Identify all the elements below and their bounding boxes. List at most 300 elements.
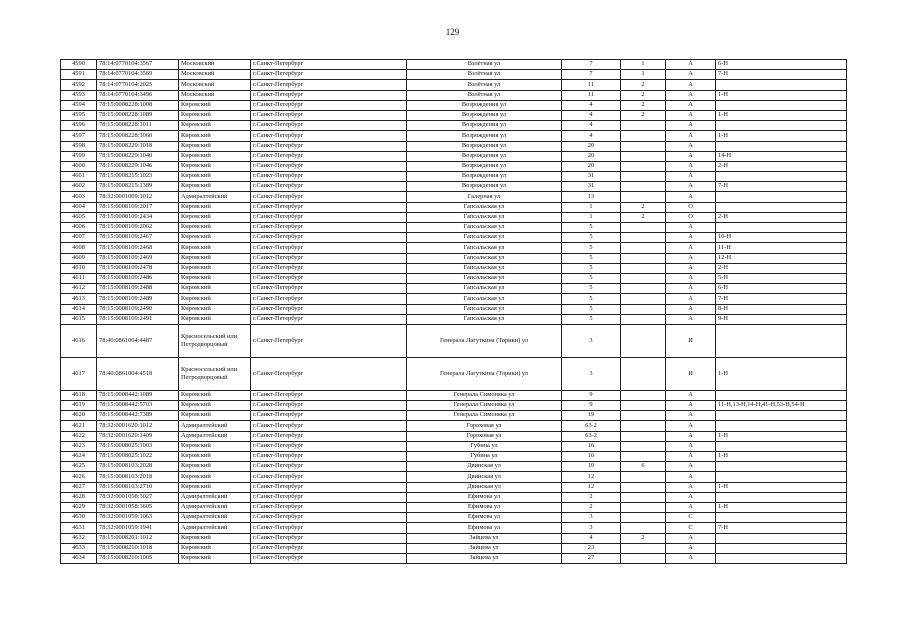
row-number-cell: 4628 [61,492,97,502]
row-number-cell: 4620 [61,411,97,421]
premises-number-cell [716,172,847,182]
cadastral-number-cell: 78:15:0008228:1011 [97,121,179,131]
street-cell: Губина ул [407,452,562,462]
building-number-cell: 2 [621,110,666,120]
cadastral-number-cell: 78:32:0001620:1012 [97,421,179,431]
table-row [61,100,847,110]
row-number-cell: 4627 [61,482,97,492]
table-row [61,131,847,141]
table-row [61,284,847,294]
city-cell: г.Санкт-Петербург [251,284,407,294]
cadastral-number-cell: 78:15:0008210:1005 [97,553,179,563]
building-number-cell [621,263,666,273]
house-number-cell: 5 [562,243,621,253]
table-row [61,452,847,462]
district-cell: Кировский [179,472,251,482]
house-number-cell: 5 [562,314,621,324]
letter-cell: С [666,523,716,533]
house-number-cell: 31 [562,172,621,182]
cadastral-number-cell: 78:15:0008103:2710 [97,482,179,492]
premises-number-cell [716,421,847,431]
district-cell: Кировский [179,462,251,472]
district-cell: Кировский [179,141,251,151]
row-number-cell: 4592 [61,80,97,90]
building-number-cell [621,452,666,462]
letter-cell: А [666,223,716,233]
building-number-cell [621,543,666,553]
district-cell: Кировский [179,411,251,421]
letter-cell: А [666,492,716,502]
letter-cell: А [666,304,716,314]
table-row [61,472,847,482]
city-cell: г.Санкт-Петербург [251,192,407,202]
cadastral-number-cell: 78:15:0008229:1040 [97,151,179,161]
letter-cell: А [666,192,716,202]
cadastral-number-cell: 78:15:0008442:7389 [97,411,179,421]
district-cell: Адмиралтейский [179,523,251,533]
street-cell: Возрождения ул [407,100,562,110]
letter-cell: С [666,513,716,523]
cadastral-number-cell: 78:15:0008442:5703 [97,401,179,411]
premises-number-cell [716,100,847,110]
city-cell: г.Санкт-Петербург [251,100,407,110]
district-cell: Кировский [179,273,251,283]
city-cell: г.Санкт-Петербург [251,543,407,553]
row-number-cell: 4610 [61,263,97,273]
district-cell: Кировский [179,161,251,171]
row-number-cell: 4618 [61,390,97,400]
house-number-cell: 9 [562,401,621,411]
table-row [61,151,847,161]
registry-body [61,60,847,564]
premises-number-cell: 1-Н [716,431,847,441]
letter-cell: А [666,294,716,304]
premises-number-cell: 1-Н [716,452,847,462]
building-number-cell [621,121,666,131]
city-cell: г.Санкт-Петербург [251,390,407,400]
district-cell: Кировский [179,172,251,182]
cadastral-number-cell: 78:32:0001620:1409 [97,431,179,441]
district-cell: Московский [179,90,251,100]
city-cell: г.Санкт-Петербург [251,452,407,462]
letter-cell: А [666,390,716,400]
table-row [61,192,847,202]
district-cell: Кировский [179,110,251,120]
house-number-cell: 19 [562,411,621,421]
premises-number-cell: 1-Н [716,90,847,100]
house-number-cell: 31 [562,182,621,192]
cadastral-number-cell: 78:32:0001009:1012 [97,192,179,202]
district-cell: Кировский [179,401,251,411]
row-number-cell: 4607 [61,233,97,243]
premises-number-cell: 11-Н [716,243,847,253]
premises-number-cell [716,141,847,151]
row-number-cell: 4630 [61,513,97,523]
table-row [61,263,847,273]
building-number-cell [621,523,666,533]
cadastral-number-cell: 78:15:0008229:1046 [97,161,179,171]
premises-number-cell [716,202,847,212]
cadastral-number-cell: 78:15:0008025:1022 [97,452,179,462]
premises-number-cell: 11-Н,13-Н,14-Н,41-Н,53-Н,54-Н [716,401,847,411]
premises-number-cell [716,324,847,357]
district-cell: Красносельский или Петродворцовый [179,324,251,357]
row-number-cell: 4619 [61,401,97,411]
street-cell: Ефимова ул [407,492,562,502]
city-cell: г.Санкт-Петербург [251,472,407,482]
cadastral-number-cell: 78:15:0008229:1018 [97,141,179,151]
premises-number-cell: 2-Н [716,212,847,222]
letter-cell: А [666,100,716,110]
house-number-cell: 3 [562,513,621,523]
cadastral-number-cell: 78:32:0001059:1941 [97,523,179,533]
premises-number-cell [716,553,847,563]
street-cell: Возрождения ул [407,182,562,192]
city-cell: г.Санкт-Петербург [251,411,407,421]
building-number-cell [621,482,666,492]
house-number-cell: 5 [562,284,621,294]
house-number-cell: 4 [562,110,621,120]
row-number-cell: 4616 [61,324,97,357]
cadastral-number-cell: 78:15:0008109:2434 [97,212,179,222]
district-cell: Кировский [179,304,251,314]
house-number-cell: 5 [562,294,621,304]
street-cell: Гапсальская ул [407,304,562,314]
letter-cell: А [666,172,716,182]
letter-cell: А [666,411,716,421]
house-number-cell: 63-2 [562,421,621,431]
property-registry-table [60,59,847,564]
cadastral-number-cell: 78:32:0001058:3605 [97,502,179,512]
cadastral-number-cell: 78:15:0008210:1018 [97,543,179,553]
table-row [61,533,847,543]
letter-cell: А [666,502,716,512]
letter-cell: А [666,151,716,161]
street-cell: Ефимова ул [407,513,562,523]
cadastral-number-cell: 78:40:0861004:4487 [97,324,179,357]
house-number-cell: 4 [562,121,621,131]
street-cell: Гороховая ул [407,431,562,441]
street-cell: Возрождения ул [407,141,562,151]
street-cell: Возрождения ул [407,110,562,120]
district-cell: Адмиралтейский [179,192,251,202]
house-number-cell: 1 [562,212,621,222]
table-row [61,121,847,131]
row-number-cell: 4611 [61,273,97,283]
premises-number-cell [716,80,847,90]
building-number-cell: 2 [621,90,666,100]
premises-number-cell [716,543,847,553]
building-number-cell [621,502,666,512]
letter-cell: А [666,543,716,553]
row-number-cell: 4617 [61,357,97,390]
building-number-cell [621,151,666,161]
row-number-cell: 4609 [61,253,97,263]
street-cell: Генерала Симоняка ул [407,401,562,411]
house-number-cell: 5 [562,233,621,243]
cadastral-number-cell: 78:15:0008442:1089 [97,390,179,400]
building-number-cell: 6 [621,462,666,472]
city-cell: г.Санкт-Петербург [251,482,407,492]
cadastral-number-cell: 78:40:0861004:4518 [97,357,179,390]
district-cell: Кировский [179,441,251,451]
premises-number-cell: 6-Н [716,60,847,70]
premises-number-cell [716,492,847,502]
premises-number-cell [716,472,847,482]
street-cell: Двинская ул [407,472,562,482]
cadastral-number-cell: 78:15:0008109:2469 [97,253,179,263]
house-number-cell: 10 [562,462,621,472]
premises-number-cell [716,441,847,451]
city-cell: г.Санкт-Петербург [251,357,407,390]
house-number-cell: 16 [562,441,621,451]
cadastral-number-cell: 78:15:0008215:1023 [97,172,179,182]
street-cell: Возрождения ул [407,151,562,161]
row-number-cell: 4591 [61,70,97,80]
district-cell: Кировский [179,294,251,304]
house-number-cell: 11 [562,90,621,100]
street-cell: Зайцева ул [407,533,562,543]
premises-number-cell: 1-Н [716,131,847,141]
cadastral-number-cell: 78:15:0008228:1060 [97,131,179,141]
cadastral-number-cell: 78:15:0008109:2017 [97,202,179,212]
premises-number-cell: 5-Н [716,273,847,283]
street-cell: Возрождения ул [407,131,562,141]
cadastral-number-cell: 78:15:0008201:1012 [97,533,179,543]
district-cell: Кировский [179,543,251,553]
house-number-cell: 20 [562,151,621,161]
city-cell: г.Санкт-Петербург [251,110,407,120]
premises-number-cell: 6-Н [716,284,847,294]
city-cell: г.Санкт-Петербург [251,131,407,141]
house-number-cell: 7 [562,70,621,80]
street-cell: Гапсальская ул [407,284,562,294]
street-cell: Ефимова ул [407,523,562,533]
district-cell: Кировский [179,253,251,263]
building-number-cell: 2 [621,80,666,90]
building-number-cell [621,233,666,243]
table-row [61,482,847,492]
table-row [61,80,847,90]
house-number-cell: 2 [562,502,621,512]
building-number-cell: 2 [621,533,666,543]
table-row [61,141,847,151]
cadastral-number-cell: 78:15:0008228:1008 [97,100,179,110]
city-cell: г.Санкт-Петербург [251,263,407,273]
cadastral-number-cell: 78:14:0770104:3569 [97,70,179,80]
city-cell: г.Санкт-Петербург [251,182,407,192]
street-cell: Гапсальская ул [407,233,562,243]
street-cell: Гапсальская ул [407,223,562,233]
house-number-cell: 27 [562,553,621,563]
house-number-cell: 4 [562,100,621,110]
table-row [61,161,847,171]
table-row [61,390,847,400]
district-cell: Красносельский или Петродворцовый [179,357,251,390]
row-number-cell: 4629 [61,502,97,512]
city-cell: г.Санкт-Петербург [251,314,407,324]
row-number-cell: 4600 [61,161,97,171]
city-cell: г.Санкт-Петербург [251,294,407,304]
street-cell: Зайцева ул [407,543,562,553]
building-number-cell: 2 [621,212,666,222]
letter-cell: А [666,273,716,283]
building-number-cell [621,182,666,192]
row-number-cell: 4594 [61,100,97,110]
building-number-cell [621,553,666,563]
street-cell: Галерная ул [407,192,562,202]
premises-number-cell: 9-Н [716,314,847,324]
cadastral-number-cell: 78:15:0008109:2062 [97,223,179,233]
building-number-cell: 1 [621,70,666,80]
building-number-cell [621,223,666,233]
table-row [61,233,847,243]
letter-cell: А [666,80,716,90]
cadastral-number-cell: 78:15:0008109:2490 [97,304,179,314]
premises-number-cell [716,192,847,202]
city-cell: г.Санкт-Петербург [251,273,407,283]
district-cell: Кировский [179,182,251,192]
premises-number-cell: 1-Н [716,110,847,120]
row-number-cell: 4621 [61,421,97,431]
house-number-cell: 20 [562,161,621,171]
letter-cell: О [666,212,716,222]
building-number-cell: 2 [621,100,666,110]
street-cell: Взлётная ул [407,80,562,90]
building-number-cell [621,314,666,324]
city-cell: г.Санкт-Петербург [251,151,407,161]
house-number-cell: 5 [562,304,621,314]
district-cell: Московский [179,80,251,90]
cadastral-number-cell: 78:32:0001059:1063 [97,513,179,523]
table-row [61,357,847,390]
letter-cell: А [666,70,716,80]
district-cell: Кировский [179,243,251,253]
city-cell: г.Санкт-Петербург [251,431,407,441]
premises-number-cell [716,533,847,543]
letter-cell: А [666,60,716,70]
city-cell: г.Санкт-Петербург [251,492,407,502]
district-cell: Кировский [179,121,251,131]
street-cell: Гороховая ул [407,421,562,431]
row-number-cell: 4625 [61,462,97,472]
city-cell: г.Санкт-Петербург [251,121,407,131]
building-number-cell [621,390,666,400]
table-row [61,553,847,563]
district-cell: Кировский [179,151,251,161]
city-cell: г.Санкт-Петербург [251,304,407,314]
row-number-cell: 4606 [61,223,97,233]
row-number-cell: 4590 [61,60,97,70]
house-number-cell: 5 [562,223,621,233]
table-row [61,202,847,212]
table-row [61,253,847,263]
building-number-cell [621,273,666,283]
city-cell: г.Санкт-Петербург [251,223,407,233]
building-number-cell [621,492,666,502]
house-number-cell: 5 [562,253,621,263]
letter-cell: А [666,121,716,131]
premises-number-cell: 7-Н [716,182,847,192]
city-cell: г.Санкт-Петербург [251,243,407,253]
house-number-cell: 5 [562,273,621,283]
house-number-cell: 13 [562,192,621,202]
district-cell: Кировский [179,233,251,243]
letter-cell: А [666,314,716,324]
building-number-cell [621,284,666,294]
city-cell: г.Санкт-Петербург [251,141,407,151]
building-number-cell [621,401,666,411]
letter-cell: А [666,284,716,294]
house-number-cell: 1 [562,202,621,212]
row-number-cell: 4597 [61,131,97,141]
row-number-cell: 4595 [61,110,97,120]
row-number-cell: 4608 [61,243,97,253]
district-cell: Кировский [179,131,251,141]
street-cell: Ефимова ул [407,502,562,512]
street-cell: Генерала Симоняка ул [407,411,562,421]
premises-number-cell: 12-Н [716,253,847,263]
letter-cell: А [666,401,716,411]
city-cell: г.Санкт-Петербург [251,70,407,80]
premises-number-cell [716,462,847,472]
table-row [61,273,847,283]
cadastral-number-cell: 78:15:0008109:2467 [97,233,179,243]
table-row [61,172,847,182]
city-cell: г.Санкт-Петербург [251,253,407,263]
street-cell: Взлётная ул [407,90,562,100]
house-number-cell: 12 [562,482,621,492]
row-number-cell: 4614 [61,304,97,314]
premises-number-cell: 1-Н [716,502,847,512]
cadastral-number-cell: 78:14:0770104:3567 [97,60,179,70]
letter-cell: А [666,462,716,472]
row-number-cell: 4634 [61,553,97,563]
table-row [61,502,847,512]
city-cell: г.Санкт-Петербург [251,533,407,543]
district-cell: Московский [179,60,251,70]
district-cell: Кировский [179,100,251,110]
house-number-cell: 11 [562,80,621,90]
cadastral-number-cell: 78:14:0770104:2025 [97,80,179,90]
row-number-cell: 4601 [61,172,97,182]
street-cell: Возрождения ул [407,172,562,182]
letter-cell: И [666,357,716,390]
district-cell: Кировский [179,314,251,324]
street-cell: Гапсальская ул [407,294,562,304]
premises-number-cell: 8-Н [716,304,847,314]
city-cell: г.Санкт-Петербург [251,161,407,171]
district-cell: Кировский [179,553,251,563]
premises-number-cell: 2-Н [716,263,847,273]
row-number-cell: 4626 [61,472,97,482]
district-cell: Адмиралтейский [179,421,251,431]
row-number-cell: 4633 [61,543,97,553]
letter-cell: А [666,161,716,171]
city-cell: г.Санкт-Петербург [251,202,407,212]
house-number-cell: 7 [562,60,621,70]
house-number-cell: 63-2 [562,431,621,441]
city-cell: г.Санкт-Петербург [251,233,407,243]
street-cell: Двинская ул [407,462,562,472]
street-cell: Генерала Лагуткина (Торики) ул [407,324,562,357]
table-row [61,110,847,120]
table-row [61,223,847,233]
letter-cell: А [666,472,716,482]
letter-cell: А [666,263,716,273]
premises-number-cell: 1-Н [716,357,847,390]
district-cell: Московский [179,70,251,80]
